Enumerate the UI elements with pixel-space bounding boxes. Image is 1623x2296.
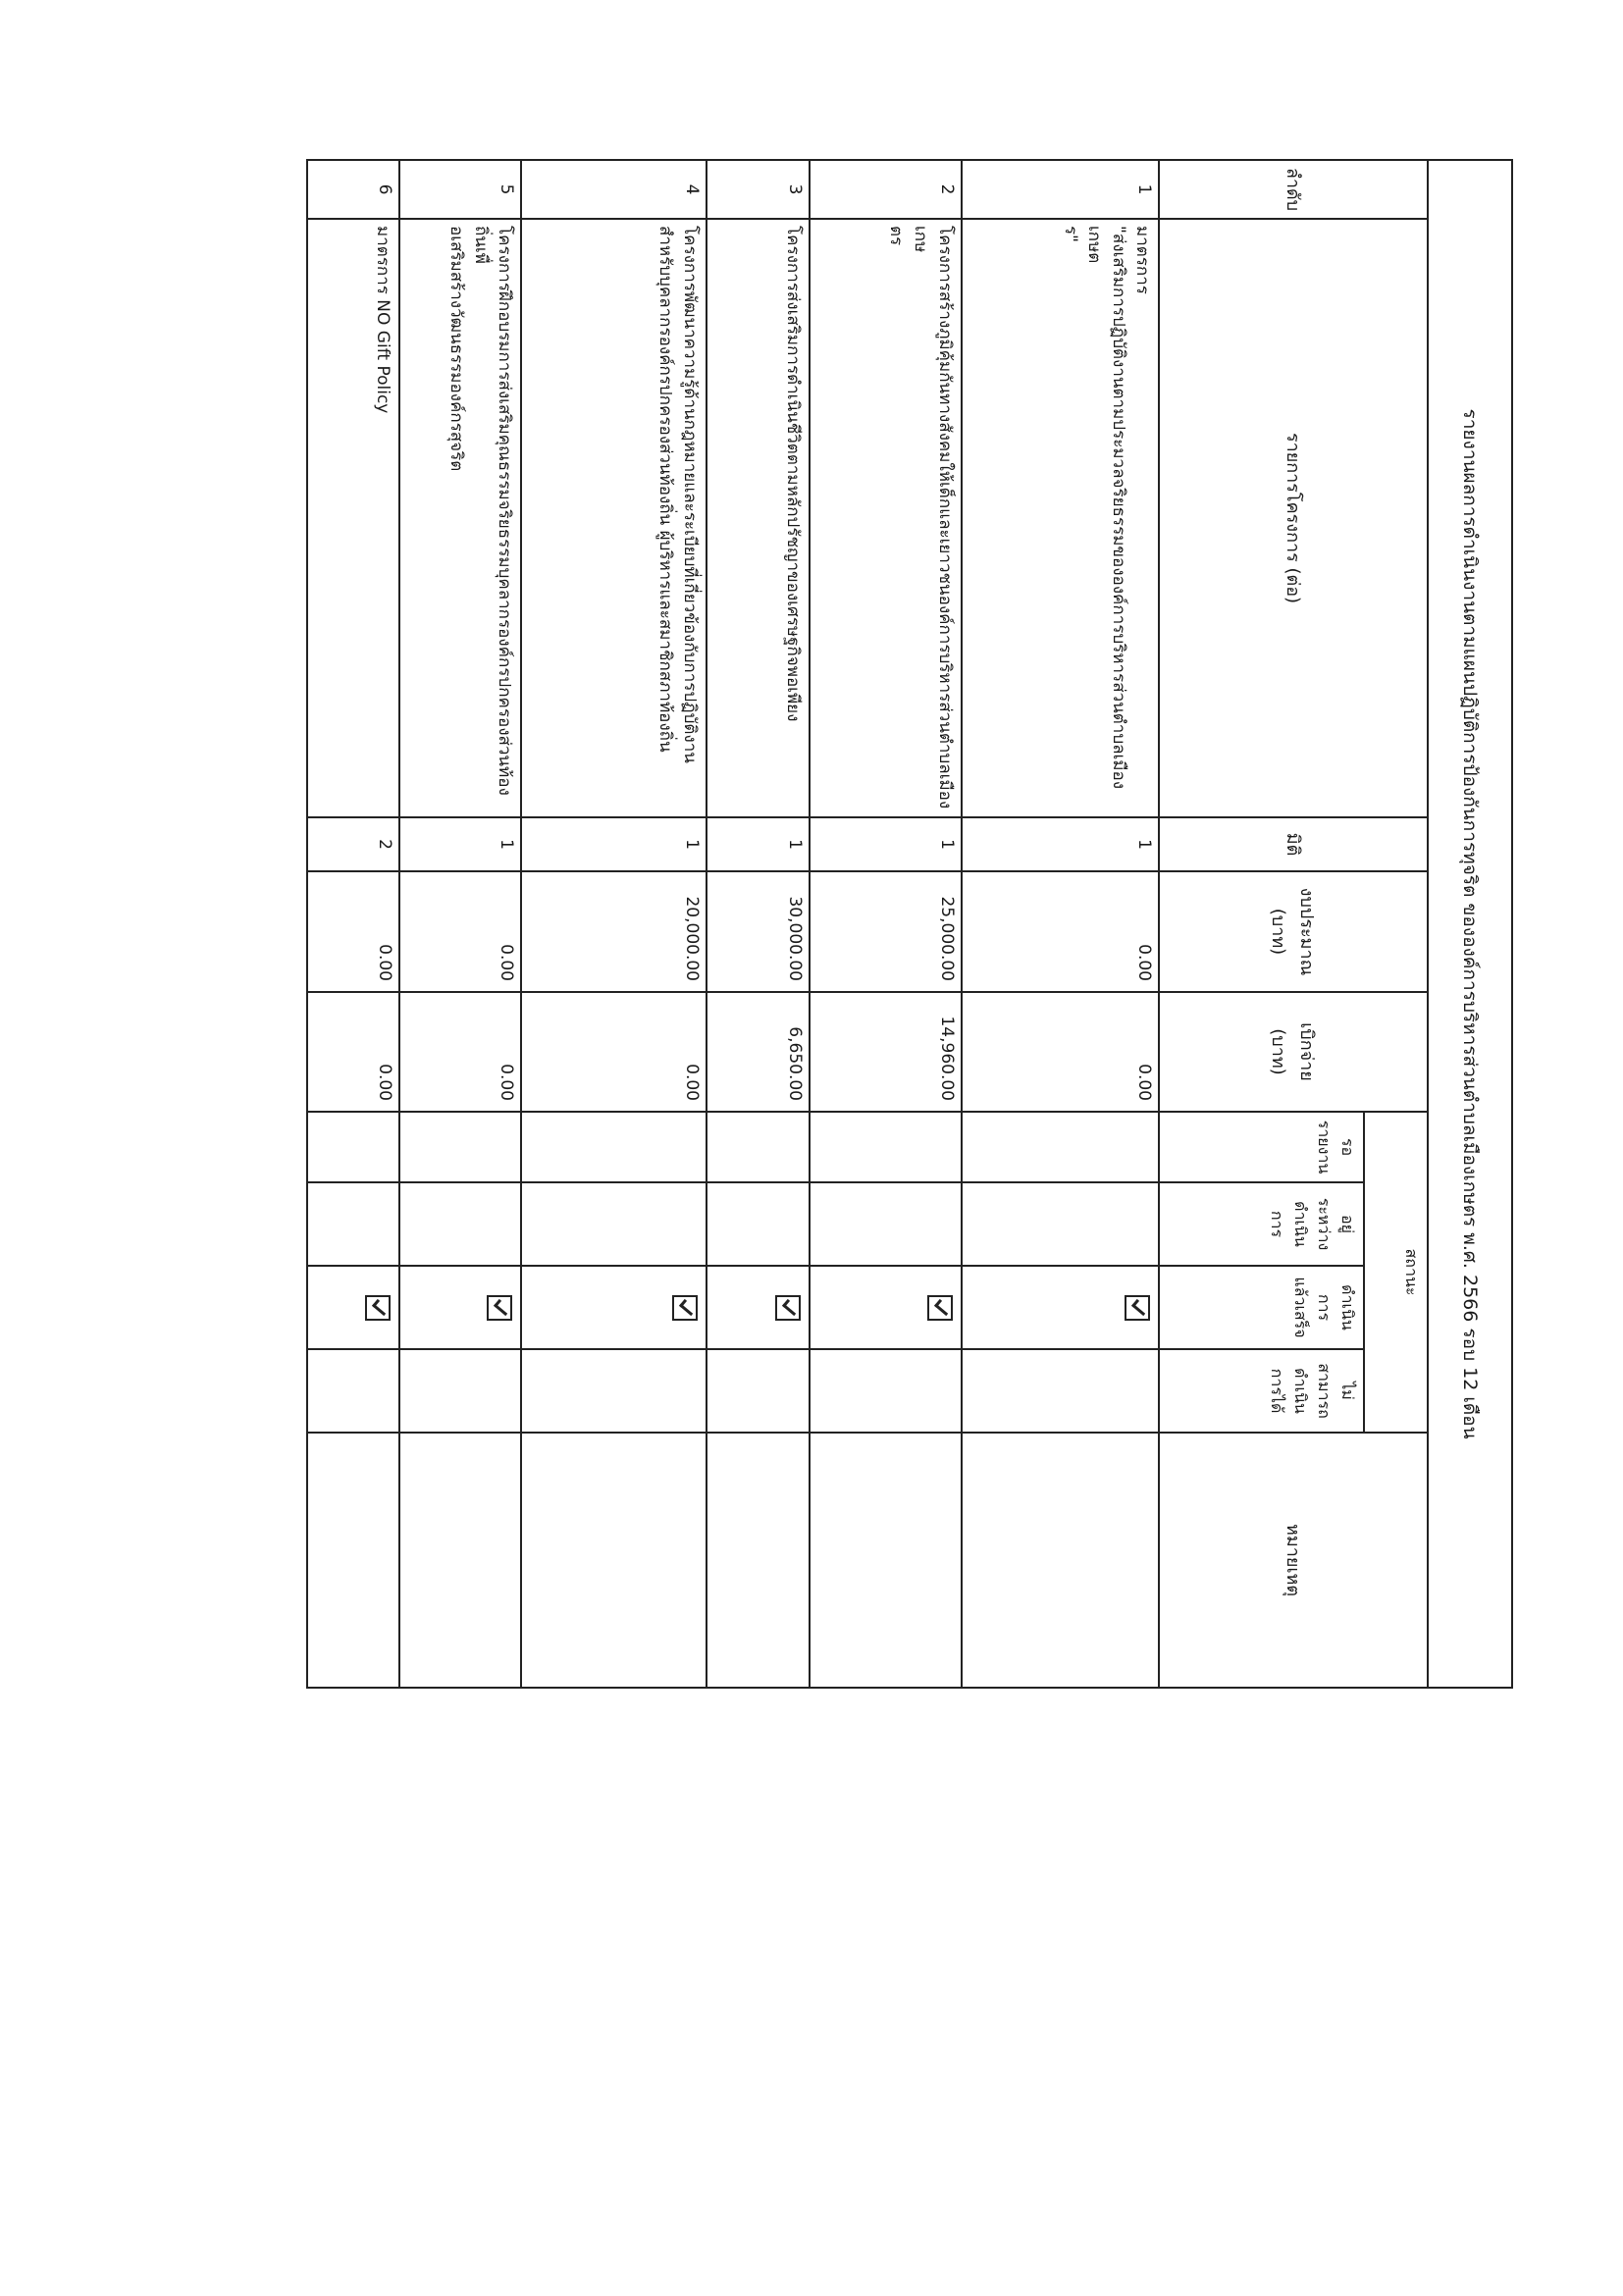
row-order: 6 bbox=[307, 160, 399, 219]
row-order: 1 bbox=[962, 160, 1160, 219]
row-status-waiting bbox=[707, 1112, 810, 1182]
row-spent: 0.00 bbox=[399, 992, 521, 1112]
status-inprogress-l2: ระหว่าง bbox=[1315, 1197, 1335, 1251]
header-spent-line1: เบิกจ่าย bbox=[1296, 1022, 1318, 1081]
row-status-cannot bbox=[810, 1349, 962, 1433]
row-status-inprogress bbox=[307, 1182, 399, 1266]
header-status-done bbox=[1160, 1266, 1365, 1349]
header-spent-line2: (บาท) bbox=[1268, 1028, 1289, 1075]
status-done-l1: ดำเนิน bbox=[1338, 1284, 1358, 1331]
row-spent: 0.00 bbox=[962, 992, 1160, 1112]
row-status-waiting bbox=[307, 1112, 399, 1182]
row-order: 5 bbox=[399, 160, 521, 219]
row-project-line3: ร" bbox=[1060, 226, 1080, 242]
row-status-cannot bbox=[707, 1349, 810, 1433]
header-status-waiting bbox=[1160, 1112, 1365, 1182]
header-budget-line1: งบประมาณ bbox=[1296, 887, 1318, 976]
row-project bbox=[707, 219, 810, 817]
row-budget: 0.00 bbox=[399, 871, 521, 992]
status-cannot-l4: การได้ bbox=[1268, 1368, 1287, 1414]
report-title: รายงานผลการดำเนินงานตามแผนปฏิบัติการป้องกันการทุจริต ขององค์การบริหารส่วนตำบลเมืองเกษตร พ.ศ. 2566 รอบ 12 เดือน bbox=[1428, 160, 1512, 1688]
row-project-line2: อเสริมสร้างวัฒนธรรมองค์กรสุจริต bbox=[445, 226, 466, 472]
row-order: 3 bbox=[707, 160, 810, 219]
row-status-inprogress bbox=[707, 1182, 810, 1266]
row-project-line1: โครงการสร้างภูมิคุ้มกันทางสังคมให้เด็กและเยาวชนองค์การบริหารส่วนตำบลเมืองเกษ bbox=[910, 226, 955, 809]
row-remark bbox=[307, 1433, 399, 1688]
row-status-cannot bbox=[399, 1349, 521, 1433]
checkbox-checked-icon bbox=[1126, 1295, 1151, 1321]
row-status-done bbox=[399, 1266, 521, 1349]
header-dimension: มิติ bbox=[1160, 817, 1428, 871]
row-project-line1: มาตรการ bbox=[1132, 226, 1153, 294]
row-budget: 0.00 bbox=[307, 871, 399, 992]
header-budget-line2: (บาท) bbox=[1268, 908, 1289, 956]
status-done-l2: การ bbox=[1315, 1293, 1335, 1322]
row-project bbox=[521, 219, 707, 817]
row-project-line2: สำหรับบุคลากรองค์กรปกครองส่วนท้องถิ่น ผู้บริหารและสมาชิกสภาท้องถิ่น bbox=[655, 226, 676, 753]
status-cannot-l1: ไม่ bbox=[1338, 1382, 1358, 1400]
status-cannot-l2: สามารถ bbox=[1315, 1363, 1335, 1419]
row-project bbox=[307, 219, 399, 817]
row-dimension: 1 bbox=[707, 817, 810, 871]
row-budget: 25,000.00 bbox=[810, 871, 962, 992]
row-dimension: 1 bbox=[521, 817, 707, 871]
report-sheet bbox=[306, 159, 1513, 1687]
header-status: สถานะ bbox=[1364, 1112, 1428, 1433]
checkbox-checked-icon bbox=[775, 1295, 801, 1321]
report-rotated-frame bbox=[306, 159, 1513, 1687]
row-status-done bbox=[521, 1266, 707, 1349]
row-status-inprogress bbox=[521, 1182, 707, 1266]
header-remark: หมายเหตุ bbox=[1160, 1433, 1428, 1688]
row-status-done bbox=[810, 1266, 962, 1349]
row-order: 2 bbox=[810, 160, 962, 219]
row-project-line1: มาตรการ NO Gift Policy bbox=[373, 226, 393, 414]
status-inprogress-l1: อยู่ bbox=[1338, 1215, 1358, 1233]
row-spent: 6,650.00 bbox=[707, 992, 810, 1112]
row-remark bbox=[707, 1433, 810, 1688]
row-project bbox=[962, 219, 1160, 817]
row-status-done bbox=[962, 1266, 1160, 1349]
header-budget bbox=[1160, 871, 1428, 992]
report-table bbox=[306, 159, 1513, 1689]
row-project-line1: โครงการฝึกอบรมการส่งเสริมคุณธรรมจริยธรรมบุคลากรองค์กรปกครองส่วนท้องถิ่นเพื่ bbox=[470, 226, 515, 796]
status-done-l3: แล้วเสร็จ bbox=[1291, 1277, 1311, 1338]
row-spent: 14,960.00 bbox=[810, 992, 962, 1112]
row-status-inprogress bbox=[810, 1182, 962, 1266]
row-status-waiting bbox=[521, 1112, 707, 1182]
row-budget: 20,000.00 bbox=[521, 871, 707, 992]
header-status-cannot bbox=[1160, 1349, 1365, 1433]
status-inprogress-l3: ดำเนิน bbox=[1291, 1201, 1311, 1247]
row-remark bbox=[962, 1433, 1160, 1688]
row-status-done bbox=[307, 1266, 399, 1349]
row-project-line1: โครงการส่งเสริมการดำเนินชีวิตตามหลักปรัชญาของเศรษฐกิจพอเพียง bbox=[782, 226, 803, 722]
row-status-waiting bbox=[399, 1112, 521, 1182]
row-status-cannot bbox=[521, 1349, 707, 1433]
row-spent: 0.00 bbox=[521, 992, 707, 1112]
status-waiting-l1: รอ bbox=[1338, 1137, 1358, 1157]
row-order: 4 bbox=[521, 160, 707, 219]
status-cannot-l3: ดำเนิน bbox=[1291, 1368, 1311, 1414]
row-status-cannot bbox=[307, 1349, 399, 1433]
checkbox-checked-icon bbox=[927, 1295, 953, 1321]
row-project bbox=[810, 219, 962, 817]
row-status-waiting bbox=[962, 1112, 1160, 1182]
row-project-line2: "ส่งเสริมการปฏิบัติงานตามประมวลจริยธรรมขององค์การบริหารส่วนตำบลเมืองเกษต bbox=[1084, 226, 1128, 790]
row-project-line2: ตร bbox=[886, 226, 907, 246]
row-remark bbox=[521, 1433, 707, 1688]
checkbox-checked-icon bbox=[365, 1295, 391, 1321]
row-budget: 0.00 bbox=[962, 871, 1160, 992]
row-project-line1: โครงการพัฒนาความรู้ด้านกฎหมายและระเบียบที่เกี่ยวข้องกับการปฏิบัติงาน bbox=[679, 226, 700, 763]
checkbox-checked-icon bbox=[672, 1295, 698, 1321]
header-spent bbox=[1160, 992, 1428, 1112]
row-dimension: 1 bbox=[810, 817, 962, 871]
row-dimension: 1 bbox=[399, 817, 521, 871]
checkbox-checked-icon bbox=[487, 1295, 512, 1321]
row-status-done bbox=[707, 1266, 810, 1349]
row-dimension: 2 bbox=[307, 817, 399, 871]
status-inprogress-l4: การ bbox=[1268, 1210, 1287, 1238]
status-waiting-l2: รายงาน bbox=[1315, 1120, 1335, 1174]
row-remark bbox=[399, 1433, 521, 1688]
row-status-inprogress bbox=[962, 1182, 1160, 1266]
row-dimension: 1 bbox=[962, 817, 1160, 871]
row-budget: 30,000.00 bbox=[707, 871, 810, 992]
row-project bbox=[399, 219, 521, 817]
row-status-inprogress bbox=[399, 1182, 521, 1266]
row-spent: 0.00 bbox=[307, 992, 399, 1112]
header-status-inprogress bbox=[1160, 1182, 1365, 1266]
header-order: ลำดับ bbox=[1160, 160, 1428, 219]
row-status-waiting bbox=[810, 1112, 962, 1182]
header-project: รายการโครงการ (ต่อ) bbox=[1160, 219, 1428, 817]
row-status-cannot bbox=[962, 1349, 1160, 1433]
row-remark bbox=[810, 1433, 962, 1688]
